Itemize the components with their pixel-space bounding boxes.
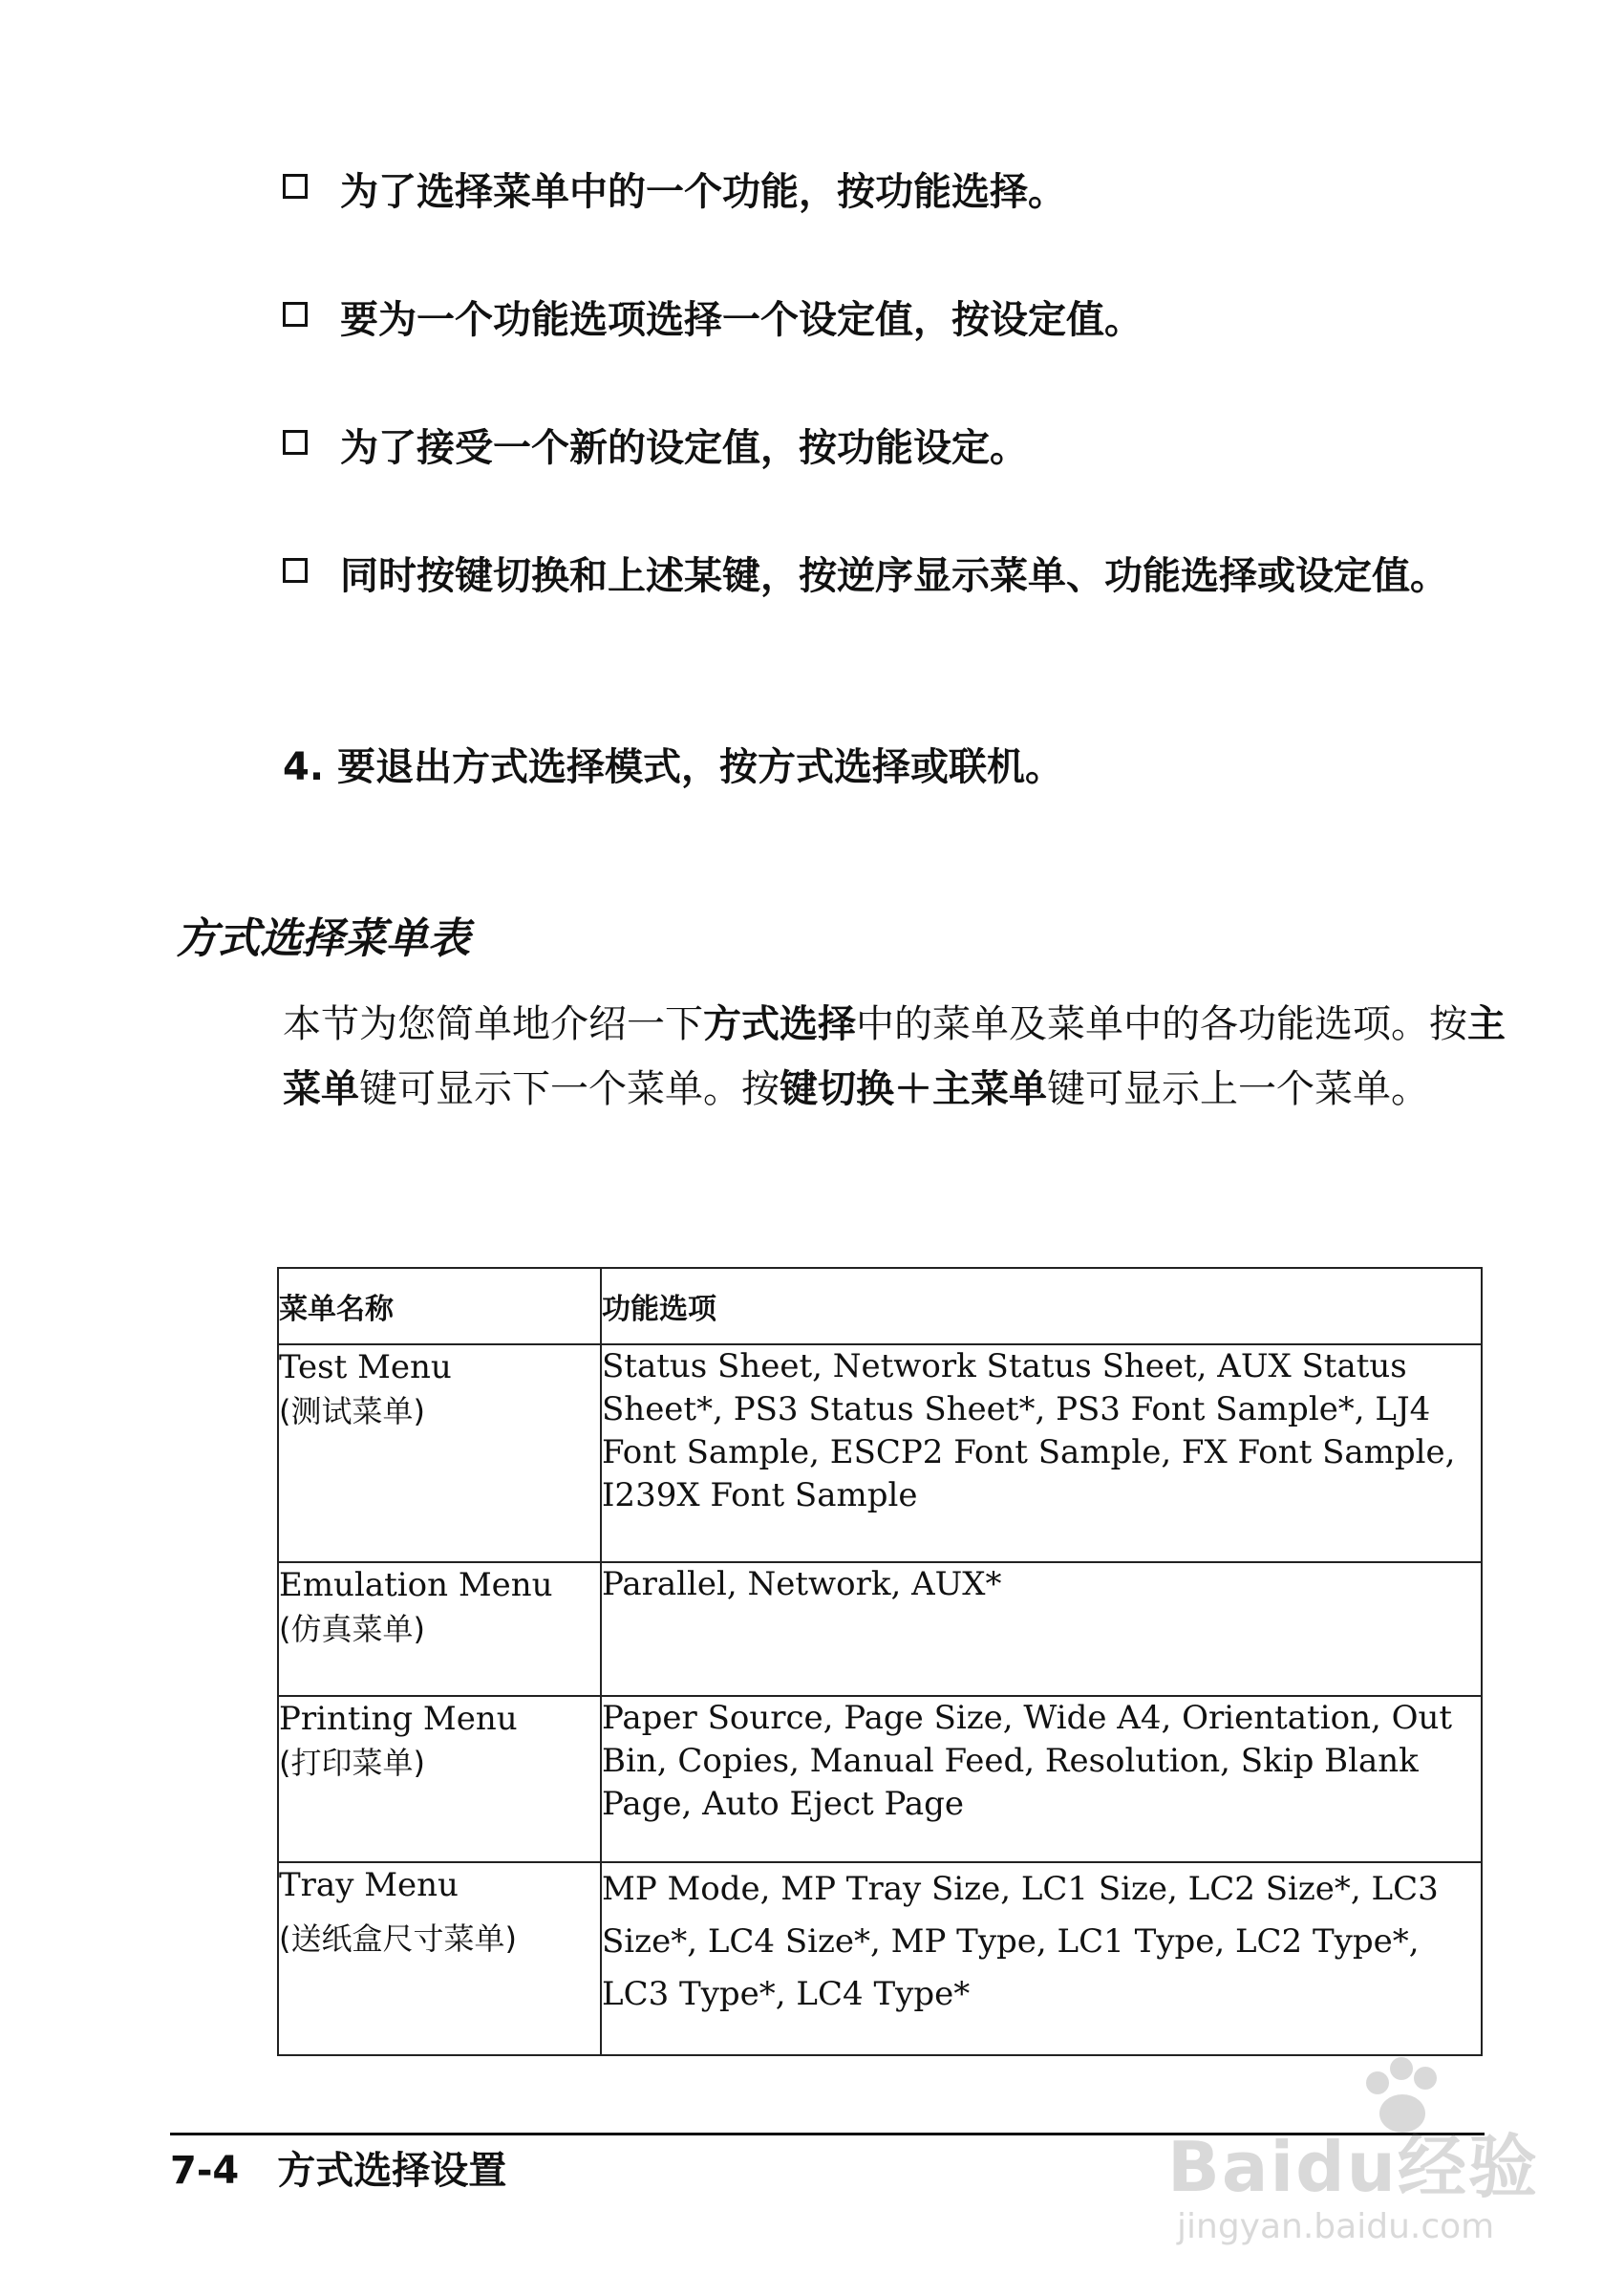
table-row: [278, 1862, 1482, 2055]
bullet-text: 为了选择菜单中的一个功能，按功能选择。: [340, 170, 1066, 214]
menu-name: Tray Menu: [279, 1866, 459, 1904]
bullet-item: [283, 289, 1534, 352]
intro-paragraph: [283, 992, 1506, 1122]
table-header-row: [278, 1268, 1482, 1344]
table-row: [278, 1562, 1482, 1696]
page-footer: 7-4 方式选择设置: [170, 2149, 507, 2193]
watermark: [1167, 2054, 1549, 2264]
menu-name: Emulation Menu: [279, 1566, 553, 1604]
step-4: 4. 要退出方式选择模式，按方式选择或联机。: [283, 745, 1063, 789]
table-row: [278, 1696, 1482, 1862]
menu-name: Printing Menu: [279, 1700, 518, 1738]
intro-text: 键可显示上一个菜单。: [1047, 1067, 1429, 1111]
menu-name: Test Menu: [279, 1348, 452, 1386]
menu-name-cell: [278, 1696, 601, 1862]
menu-name-cell: [278, 1344, 601, 1562]
bullet-item: [283, 545, 1486, 608]
section-heading: 方式选择菜单表: [176, 914, 470, 963]
menu-options: MP Mode, MP Tray Size, LC1 Size, LC2 Size*, LC3 Size*, LC4 Size*, MP Type, LC1 Type, LC2 Type*, LC3 Type*, LC4 Type*: [601, 1862, 1482, 2055]
column-header-options: 功能选项: [601, 1268, 1482, 1344]
checkbox-icon: [283, 302, 308, 327]
intro-text: 本节为您简单地介绍一下: [283, 1002, 703, 1046]
menu-name-cell: [278, 1562, 601, 1696]
menu-options: Status Sheet, Network Status Sheet, AUX Status Sheet*, PS3 Status Sheet*, PS3 Font Sample*, LJ4 Font Sample, ESCP2 Font Sample, FX Font Sample, I239X Font Sample: [601, 1344, 1482, 1562]
intro-bold: 键切换＋主菜单: [780, 1067, 1047, 1111]
watermark-brand: Baidu经验: [1167, 2127, 1539, 2207]
menu-name-cn: (仿真菜单): [279, 1611, 425, 1647]
menu-name-cn: (送纸盒尺寸菜单): [279, 1920, 517, 1957]
watermark-url: jingyan.baidu.com: [1177, 2207, 1495, 2246]
bullet-item: [283, 161, 1534, 224]
bullet-text: 要为一个功能选项选择一个设定值，按设定值。: [340, 298, 1143, 342]
intro-text: 中的菜单及菜单中的各功能选项。按: [856, 1002, 1467, 1046]
bullet-text: 为了接受一个新的设定值，按功能设定。: [340, 426, 1028, 470]
checkbox-icon: [283, 174, 308, 199]
menu-name-cn: (测试菜单): [279, 1393, 425, 1429]
menu-table: [277, 1267, 1483, 2056]
menu-options: Paper Source, Page Size, Wide A4, Orientation, Out Bin, Copies, Manual Feed, Resolution, Skip Blank Page, Auto Eject Page: [601, 1696, 1482, 1862]
bullet-item: [283, 417, 1534, 480]
menu-name-cn: (打印菜单): [279, 1745, 425, 1781]
checkbox-icon: [283, 430, 308, 455]
column-header-menu-name: 菜单名称: [278, 1268, 601, 1344]
menu-name-cell: [278, 1862, 601, 2055]
menu-options: Parallel, Network, AUX*: [601, 1562, 1482, 1696]
intro-bold: 方式选择: [703, 1002, 856, 1046]
intro-bold: 主菜单: [283, 1002, 1506, 1111]
bullet-text: 同时按键切换和上述某键，按逆序显示菜单、功能选择或设定值。: [340, 554, 1448, 598]
table-row: [278, 1344, 1482, 1562]
checkbox-icon: [283, 558, 308, 583]
intro-text: 键可显示下一个菜单。按: [359, 1067, 780, 1111]
